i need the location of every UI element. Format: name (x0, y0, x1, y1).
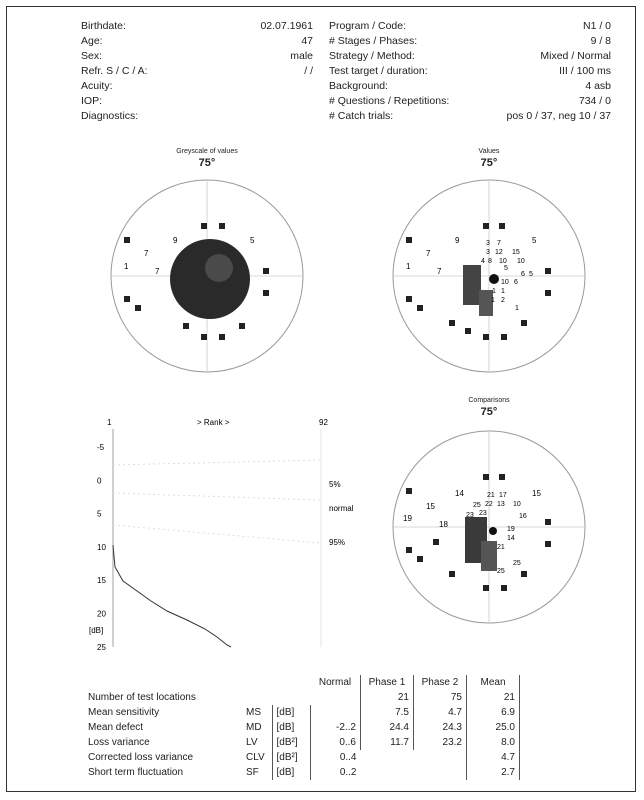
values-value: 5 (529, 271, 533, 278)
rank-band-label: normal (329, 504, 354, 513)
comparisons-value: 21 (487, 492, 495, 499)
stat-abbr: SF (246, 767, 259, 778)
program-value: N1 / 0 (582, 20, 611, 32)
values-title: Values (478, 148, 500, 155)
greyscale-value: 7 (155, 267, 160, 276)
questions-label: # Questions / Repetitions: (329, 95, 450, 107)
rank-y-tick: 10 (97, 542, 106, 552)
values-value: 12 (495, 249, 503, 256)
rank-y-tick: 15 (97, 576, 106, 586)
values-degree: 75° (480, 157, 498, 169)
greyscale-value: 5 (250, 236, 255, 245)
program-label: Program / Code: (329, 20, 407, 32)
rank-x-max: 92 (319, 418, 328, 427)
comparisons-markers (406, 474, 551, 591)
rank-y-tick: 20 (97, 609, 106, 619)
values-value: 3 (486, 240, 490, 247)
col-phase1: Phase 1 (361, 675, 414, 690)
values-value: 1 (491, 297, 495, 304)
rank-title: > Rank > (197, 418, 230, 427)
col-mean: Mean (467, 675, 520, 690)
comparisons-value: 23 (466, 512, 474, 519)
values-value: 8 (488, 258, 492, 265)
stat-phase2 (414, 750, 467, 765)
stat-phase1: 11.7 (361, 735, 414, 750)
values-value: 5 (504, 265, 508, 272)
values-value: 7 (497, 240, 501, 247)
rank-chart (67, 415, 354, 652)
background-value: 4 asb (585, 80, 611, 92)
acuity-label: Acuity: (81, 80, 113, 92)
comparisons-value: 10 (513, 501, 521, 508)
values-value: 7 (426, 249, 431, 258)
perimetry-report (6, 6, 636, 792)
rank-band-label: 5% (329, 480, 341, 489)
stat-unit (272, 690, 310, 705)
stat-abbr (242, 690, 272, 705)
stat-abbr: MD (246, 722, 262, 733)
comparisons-title: Comparisons (468, 397, 510, 404)
greyscale-value: 1 (124, 262, 129, 271)
rank-x-min: 1 (107, 418, 112, 427)
stat-unit: [dB²] (272, 735, 310, 750)
stages-value: 9 / 8 (590, 35, 611, 47)
stat-phase1: 7.5 (361, 705, 414, 720)
statistics-table (84, 675, 520, 780)
comparisons-value: 25 (513, 560, 521, 567)
comparisons-value: 21 (497, 544, 505, 551)
refraction-value: / / (304, 65, 313, 77)
strategy-label: Strategy / Method: (329, 50, 415, 62)
values-value: 4 (481, 258, 485, 265)
values-value: 6 (521, 271, 525, 278)
stat-name: Mean defect (88, 722, 144, 733)
stat-normal (310, 705, 361, 720)
target-value: III / 100 ms (559, 65, 611, 77)
stat-normal: 0..6 (339, 737, 356, 748)
stat-name: Corrected loss variance (88, 752, 194, 763)
comparisons-value: 15 (426, 502, 435, 511)
sex-label: Sex: (81, 50, 103, 62)
stat-phase1 (361, 765, 414, 780)
stat-name: Short term fluctuation (88, 767, 184, 778)
sex-value: male (290, 50, 313, 62)
birthdate-label: Birthdate: (81, 20, 126, 32)
stat-phase2 (414, 765, 467, 780)
comparisons-value: 19 (403, 514, 412, 523)
rank-band-label: 95% (329, 538, 346, 547)
comparisons-value: 18 (439, 520, 448, 529)
values-value: 15 (512, 249, 520, 256)
refraction-label: Refr. S / C / A: (81, 65, 148, 77)
stat-phase2: 4.7 (448, 707, 462, 718)
stat-phase1: 21 (361, 690, 414, 705)
values-value: 1 (492, 288, 496, 295)
comparisons-value: 14 (455, 489, 464, 498)
stat-normal: -2..2 (335, 722, 356, 733)
comparisons-value: 25 (473, 502, 481, 509)
rank-unit-label: [dB] (89, 626, 104, 635)
stat-unit: [dB] (272, 765, 310, 780)
values-value: 1 (515, 305, 519, 312)
values-value: 2 (501, 297, 505, 304)
comparisons-value: 15 (532, 489, 541, 498)
comparisons-value: 14 (507, 535, 515, 542)
stat-name: Loss variance (88, 737, 150, 748)
values-value: 10 (501, 279, 509, 286)
comparisons-value: 13 (497, 501, 505, 508)
table-row (84, 735, 520, 750)
strategy-value: Mixed / Normal (540, 50, 611, 62)
comparisons-value: 17 (499, 492, 507, 499)
rank-curve (113, 545, 231, 647)
stat-name: Mean sensitivity (88, 707, 160, 718)
rank-band-5pct (113, 460, 321, 465)
catch-trials-value: pos 0 / 37, neg 10 / 37 (506, 110, 611, 122)
greyscale-field-plot (107, 170, 307, 382)
comparisons-value: 25 (497, 568, 505, 575)
stats-header-row (84, 675, 520, 690)
values-value: 7 (437, 267, 442, 276)
birthdate-value: 02.07.1961 (260, 20, 313, 32)
target-label: Test target / duration: (329, 65, 428, 77)
col-phase2: Phase 2 (421, 677, 459, 688)
rank-y-tick: 0 (97, 476, 102, 486)
questions-value: 734 / 0 (578, 95, 611, 107)
stat-abbr: MS (246, 707, 261, 718)
stat-phase2: 24.3 (442, 722, 462, 733)
rank-y-tick: -5 (97, 443, 105, 452)
greyscale-title: Greyscale of values (176, 148, 238, 155)
col-normal: Normal (318, 677, 352, 688)
table-row (84, 690, 520, 705)
stages-label: # Stages / Phases: (329, 35, 418, 47)
comparisons-value: 22 (485, 501, 493, 508)
stat-mean: 21 (467, 690, 520, 705)
table-row (84, 750, 520, 765)
values-value: 5 (532, 236, 537, 245)
central-defect-area (170, 239, 250, 319)
greyscale-value: 9 (173, 236, 178, 245)
stat-abbr: LV (246, 737, 258, 748)
rank-y-tick: 5 (97, 509, 102, 519)
stat-mean: 6.9 (467, 705, 520, 720)
rank-y-tick: 25 (97, 642, 106, 652)
rank-y-ticks (97, 443, 106, 652)
comparisons-value: 23 (479, 510, 487, 517)
stat-phase1: 24.4 (361, 720, 414, 735)
values-markers (406, 223, 551, 340)
values-field-plot (389, 170, 589, 382)
diagnostics-label: Diagnostics: (81, 110, 139, 122)
values-value: 3 (486, 249, 490, 256)
values-value: 10 (499, 258, 507, 265)
stat-unit: [dB] (272, 705, 310, 720)
table-row (84, 705, 520, 720)
stat-normal: 0..4 (339, 752, 357, 763)
greyscale-degree: 75° (198, 157, 216, 169)
stat-mean: 4.7 (467, 750, 520, 765)
comparisons-degree: 75° (480, 406, 498, 418)
age-value: 47 (301, 35, 313, 47)
values-value: 1 (406, 262, 411, 271)
stat-unit: [dB²] (272, 750, 310, 765)
values-value: 9 (455, 236, 460, 245)
stat-mean: 2.7 (467, 765, 520, 780)
values-value: 10 (517, 258, 525, 265)
comparisons-value: 19 (507, 526, 515, 533)
table-row (84, 720, 520, 735)
stat-normal (310, 690, 361, 705)
stat-mean: 25.0 (467, 720, 520, 735)
table-row (84, 765, 520, 780)
comparisons-field-plot (389, 421, 589, 633)
rank-band-95pct (113, 525, 321, 543)
defect-shade (205, 254, 233, 282)
catch-trials-label: # Catch trials: (329, 110, 394, 122)
stat-normal: 0..2 (339, 767, 357, 778)
iop-label: IOP: (81, 95, 103, 107)
stat-abbr: CLV (246, 752, 265, 763)
stat-phase2: 23.2 (442, 737, 462, 748)
values-value: 1 (501, 288, 505, 295)
stat-mean: 8.0 (467, 735, 520, 750)
stat-unit: [dB] (272, 720, 310, 735)
greyscale-value: 7 (144, 249, 149, 258)
rank-band-normal (113, 493, 321, 500)
stat-phase2: 75 (450, 692, 462, 703)
values-value: 6 (514, 279, 518, 286)
stat-name: Number of test locations (88, 692, 196, 703)
stat-phase1 (361, 750, 414, 765)
background-label: Background: (329, 80, 388, 92)
comparisons-value: 16 (519, 513, 527, 520)
age-label: Age: (81, 35, 103, 47)
